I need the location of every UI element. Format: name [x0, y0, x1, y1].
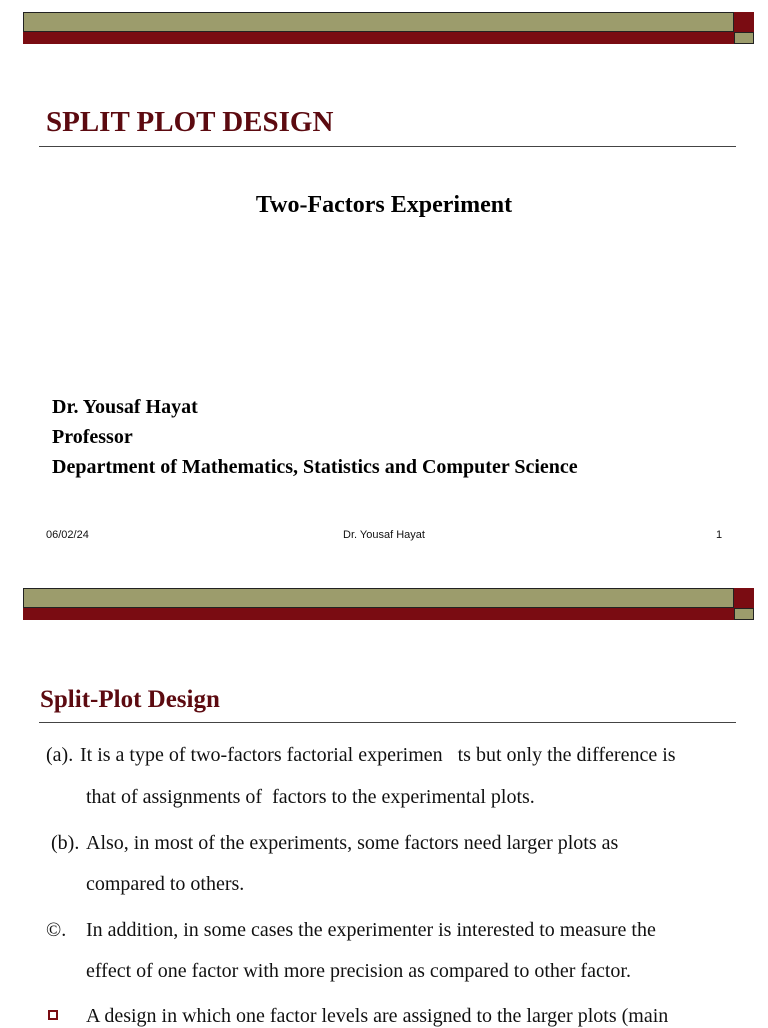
- header-maroon-bar: [23, 32, 734, 44]
- square-bullet-icon: [48, 1010, 58, 1020]
- header-olive-bar: [23, 588, 734, 608]
- author-role: Professor: [52, 426, 133, 448]
- header-maroon-square: [734, 588, 754, 608]
- item-marker: (b).: [51, 832, 80, 854]
- slide1-title: SPLIT PLOT DESIGN: [46, 106, 334, 138]
- bullet-text: A design in which one factor levels are assigned to the larger plots (main: [86, 1005, 669, 1027]
- item-marker: (a).: [46, 744, 74, 766]
- slide1-header-decoration: [23, 12, 754, 45]
- item-line: compared to others.: [86, 873, 245, 895]
- slide2-title-rule: [39, 722, 736, 723]
- header-maroon-bar: [23, 608, 734, 620]
- slide1-subtitle: Two-Factors Experiment: [255, 192, 513, 218]
- header-maroon-square: [734, 12, 754, 32]
- footer-date: 06/02/24: [46, 529, 89, 541]
- slide1-title-rule: [39, 146, 736, 147]
- item-line: that of assignments of factors to the experimental plots.: [86, 786, 535, 808]
- author-name: Dr. Yousaf Hayat: [52, 396, 198, 418]
- footer-author: Dr. Yousaf Hayat: [343, 529, 425, 541]
- header-olive-square: [734, 608, 754, 620]
- author-department: Department of Mathematics, Statistics and Computer Science: [52, 456, 578, 478]
- slide2-title: Split-Plot Design: [40, 686, 220, 713]
- item-line: It is a type of two-factors factorial experimen ts but only the difference is: [80, 744, 676, 766]
- item-marker: ©.: [46, 919, 67, 941]
- item-line: Also, in most of the experiments, some factors need larger plots as: [86, 832, 619, 854]
- header-olive-bar: [23, 12, 734, 32]
- header-olive-square: [734, 32, 754, 44]
- item-line: In addition, in some cases the experimenter is interested to measure the: [86, 919, 656, 941]
- item-line: effect of one factor with more precision as compared to other factor.: [86, 960, 631, 982]
- slide2-header-decoration: [23, 588, 754, 621]
- footer-page-number: 1: [716, 529, 723, 541]
